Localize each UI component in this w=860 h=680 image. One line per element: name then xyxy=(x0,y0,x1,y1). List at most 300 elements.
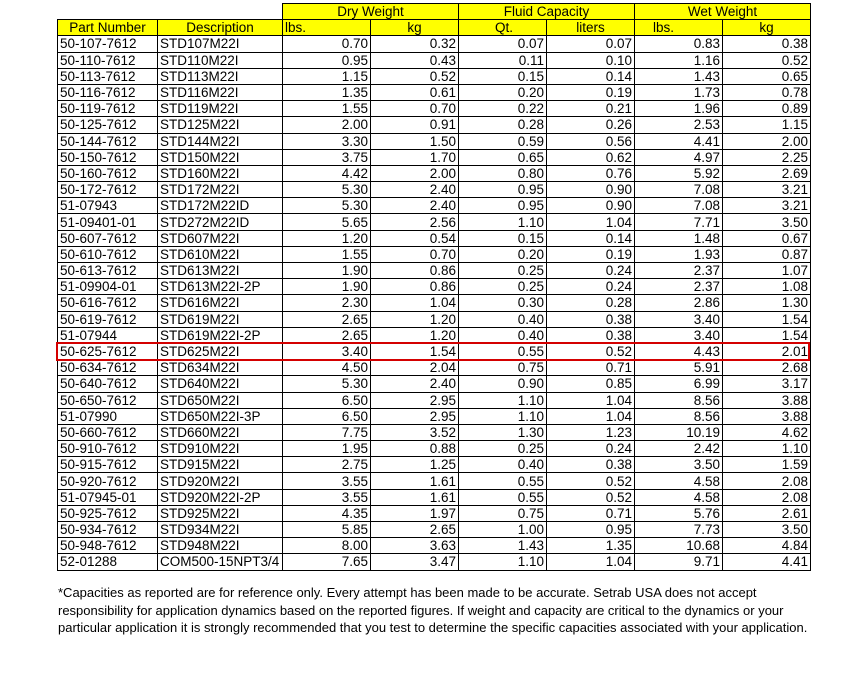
cell-wet-lbs: 9.71 xyxy=(635,554,723,570)
cell-description: STD110M22I xyxy=(158,52,283,68)
cell-fluid-liters: 0.85 xyxy=(547,376,635,392)
cell-fluid-qt: 0.55 xyxy=(459,343,547,359)
cell-part-number: 50-625-7612 xyxy=(58,343,158,359)
cell-dry-kg: 2.95 xyxy=(371,392,459,408)
cell-description: STD948M22I xyxy=(158,538,283,554)
cell-wet-kg: 3.21 xyxy=(723,198,811,214)
cell-fluid-qt: 0.75 xyxy=(459,505,547,521)
cell-fluid-liters: 0.71 xyxy=(547,505,635,521)
cell-fluid-liters: 0.07 xyxy=(547,36,635,52)
cell-description: STD640M22I xyxy=(158,376,283,392)
table-row xyxy=(58,392,811,408)
table-row xyxy=(58,117,811,133)
table-row xyxy=(58,376,811,392)
cell-part-number: 50-144-7612 xyxy=(58,133,158,149)
cell-dry-kg: 0.32 xyxy=(371,36,459,52)
footnote: *Capacities as reported are for reference only. Every attempt has been made to be accurate. Setrab USA does not accept responsibility for application dynamics based on the reported figures. If weight and capacity are critical to the dynamics or your particular application it is strongly recommended that you test to determine the specific capacities associated with your application. xyxy=(58,585,808,635)
cell-dry-kg: 3.63 xyxy=(371,538,459,554)
cell-wet-lbs: 10.68 xyxy=(635,538,723,554)
table-row xyxy=(58,263,811,279)
column-header-dry-lbs: lbs. xyxy=(283,20,371,36)
cell-wet-kg: 0.87 xyxy=(723,246,811,262)
cell-part-number: 51-07990 xyxy=(58,408,158,424)
cell-dry-lbs: 0.70 xyxy=(283,36,371,52)
cell-dry-kg: 0.91 xyxy=(371,117,459,133)
cell-part-number: 50-640-7612 xyxy=(58,376,158,392)
cell-part-number: 50-920-7612 xyxy=(58,473,158,489)
cell-wet-lbs: 1.16 xyxy=(635,52,723,68)
cell-wet-kg: 1.54 xyxy=(723,327,811,343)
cell-fluid-qt: 0.15 xyxy=(459,68,547,84)
header-group-dry-weight: Dry Weight xyxy=(283,4,459,20)
cell-dry-kg: 1.61 xyxy=(371,489,459,505)
cell-part-number: 50-607-7612 xyxy=(58,230,158,246)
cell-dry-lbs: 1.35 xyxy=(283,84,371,100)
cell-wet-kg: 1.10 xyxy=(723,441,811,457)
table-row xyxy=(58,101,811,117)
cell-wet-kg: 2.08 xyxy=(723,473,811,489)
cell-dry-lbs: 2.75 xyxy=(283,457,371,473)
cell-fluid-qt: 1.10 xyxy=(459,408,547,424)
cell-fluid-liters: 0.52 xyxy=(547,473,635,489)
cell-description: STD272M22ID xyxy=(158,214,283,230)
cell-description: STD113M22I xyxy=(158,68,283,84)
cell-wet-lbs: 1.93 xyxy=(635,246,723,262)
cell-dry-kg: 1.50 xyxy=(371,133,459,149)
cell-description: STD613M22I-2P xyxy=(158,279,283,295)
cell-wet-lbs: 7.08 xyxy=(635,198,723,214)
cell-fluid-qt: 0.20 xyxy=(459,246,547,262)
cell-wet-lbs: 7.08 xyxy=(635,182,723,198)
cell-dry-kg: 1.70 xyxy=(371,149,459,165)
cell-wet-lbs: 2.86 xyxy=(635,295,723,311)
cell-dry-lbs: 3.75 xyxy=(283,149,371,165)
table-row xyxy=(58,279,811,295)
cell-dry-kg: 3.47 xyxy=(371,554,459,570)
header-group-fluid-capacity: Fluid Capacity xyxy=(459,4,635,20)
cell-description: STD625M22I xyxy=(158,343,283,359)
cell-dry-kg: 1.20 xyxy=(371,327,459,343)
cell-dry-lbs: 3.30 xyxy=(283,133,371,149)
table-row xyxy=(58,360,811,376)
cell-fluid-liters: 0.24 xyxy=(547,263,635,279)
cell-fluid-qt: 0.07 xyxy=(459,36,547,52)
cell-wet-lbs: 5.76 xyxy=(635,505,723,521)
cell-part-number: 52-01288 xyxy=(58,554,158,570)
cell-wet-kg: 2.00 xyxy=(723,133,811,149)
cell-fluid-qt: 0.40 xyxy=(459,311,547,327)
column-header-wet-kg: kg xyxy=(723,20,811,36)
cell-fluid-qt: 1.00 xyxy=(459,522,547,538)
cell-part-number: 50-110-7612 xyxy=(58,52,158,68)
cell-description: STD925M22I xyxy=(158,505,283,521)
cell-fluid-qt: 1.30 xyxy=(459,424,547,440)
column-header-qt: Qt. xyxy=(459,20,547,36)
cell-fluid-qt: 0.25 xyxy=(459,279,547,295)
cell-fluid-liters: 1.04 xyxy=(547,392,635,408)
cell-wet-lbs: 3.40 xyxy=(635,311,723,327)
cell-wet-kg: 0.67 xyxy=(723,230,811,246)
cell-wet-kg: 3.50 xyxy=(723,214,811,230)
cell-description: STD107M22I xyxy=(158,36,283,52)
table-row xyxy=(58,505,811,521)
cell-dry-lbs: 1.95 xyxy=(283,441,371,457)
cell-wet-kg: 1.30 xyxy=(723,295,811,311)
cell-fluid-qt: 0.40 xyxy=(459,457,547,473)
cell-fluid-qt: 0.95 xyxy=(459,182,547,198)
spec-sheet xyxy=(57,3,809,571)
cell-part-number: 51-07944 xyxy=(58,327,158,343)
cell-description: STD160M22I xyxy=(158,165,283,181)
cell-fluid-liters: 0.38 xyxy=(547,311,635,327)
cell-dry-lbs: 5.30 xyxy=(283,198,371,214)
cell-dry-kg: 2.00 xyxy=(371,165,459,181)
table-row xyxy=(58,327,811,343)
cell-wet-lbs: 2.53 xyxy=(635,117,723,133)
cell-fluid-liters: 0.14 xyxy=(547,68,635,84)
cell-wet-lbs: 7.71 xyxy=(635,214,723,230)
table-row xyxy=(58,84,811,100)
cell-part-number: 51-09904-01 xyxy=(58,279,158,295)
cell-fluid-qt: 0.80 xyxy=(459,165,547,181)
cell-dry-lbs: 6.50 xyxy=(283,408,371,424)
cell-dry-lbs: 1.55 xyxy=(283,246,371,262)
cell-wet-lbs: 2.37 xyxy=(635,279,723,295)
cell-wet-lbs: 4.97 xyxy=(635,149,723,165)
cell-fluid-liters: 0.52 xyxy=(547,343,635,359)
cell-part-number: 50-934-7612 xyxy=(58,522,158,538)
cell-fluid-liters: 0.19 xyxy=(547,246,635,262)
table-body xyxy=(58,36,811,570)
cell-part-number: 51-09401-01 xyxy=(58,214,158,230)
cell-dry-lbs: 2.65 xyxy=(283,311,371,327)
cell-description: STD613M22I xyxy=(158,263,283,279)
cell-dry-kg: 0.43 xyxy=(371,52,459,68)
cell-wet-lbs: 8.56 xyxy=(635,408,723,424)
cell-part-number: 51-07945-01 xyxy=(58,489,158,505)
cell-wet-lbs: 0.83 xyxy=(635,36,723,52)
cell-description: STD172M22ID xyxy=(158,198,283,214)
cell-fluid-qt: 0.25 xyxy=(459,441,547,457)
cell-wet-lbs: 2.37 xyxy=(635,263,723,279)
cell-fluid-liters: 0.71 xyxy=(547,360,635,376)
cell-fluid-liters: 0.24 xyxy=(547,279,635,295)
cell-fluid-liters: 0.38 xyxy=(547,457,635,473)
cell-fluid-qt: 0.22 xyxy=(459,101,547,117)
cell-fluid-qt: 1.10 xyxy=(459,214,547,230)
cell-description: STD650M22I xyxy=(158,392,283,408)
cell-dry-lbs: 5.30 xyxy=(283,182,371,198)
cell-part-number: 50-619-7612 xyxy=(58,311,158,327)
cell-description: STD172M22I xyxy=(158,182,283,198)
cell-wet-lbs: 5.91 xyxy=(635,360,723,376)
cell-fluid-qt: 0.75 xyxy=(459,360,547,376)
cell-description: STD915M22I xyxy=(158,457,283,473)
cell-part-number: 50-125-7612 xyxy=(58,117,158,133)
table-row xyxy=(58,457,811,473)
cell-wet-kg: 2.08 xyxy=(723,489,811,505)
cell-wet-kg: 3.17 xyxy=(723,376,811,392)
cell-part-number: 50-616-7612 xyxy=(58,295,158,311)
cell-dry-kg: 0.88 xyxy=(371,441,459,457)
cell-wet-kg: 4.84 xyxy=(723,538,811,554)
cell-dry-lbs: 8.00 xyxy=(283,538,371,554)
cell-wet-lbs: 6.99 xyxy=(635,376,723,392)
cell-fluid-qt: 0.25 xyxy=(459,263,547,279)
cell-fluid-liters: 1.04 xyxy=(547,408,635,424)
cell-wet-lbs: 5.92 xyxy=(635,165,723,181)
cell-dry-kg: 2.40 xyxy=(371,182,459,198)
cell-wet-kg: 3.50 xyxy=(723,522,811,538)
cell-part-number: 50-915-7612 xyxy=(58,457,158,473)
cell-wet-kg: 0.65 xyxy=(723,68,811,84)
cell-fluid-qt: 1.10 xyxy=(459,554,547,570)
table-row xyxy=(58,182,811,198)
cell-dry-kg: 1.20 xyxy=(371,311,459,327)
cell-part-number: 50-650-7612 xyxy=(58,392,158,408)
cell-part-number: 50-119-7612 xyxy=(58,101,158,117)
cell-dry-kg: 3.52 xyxy=(371,424,459,440)
cell-wet-kg: 4.62 xyxy=(723,424,811,440)
cell-wet-lbs: 10.19 xyxy=(635,424,723,440)
cell-dry-lbs: 1.55 xyxy=(283,101,371,117)
cell-dry-lbs: 6.50 xyxy=(283,392,371,408)
cell-wet-lbs: 3.40 xyxy=(635,327,723,343)
cell-fluid-qt: 0.15 xyxy=(459,230,547,246)
cell-fluid-liters: 0.56 xyxy=(547,133,635,149)
cell-description: STD934M22I xyxy=(158,522,283,538)
cell-wet-lbs: 7.73 xyxy=(635,522,723,538)
cell-wet-kg: 0.38 xyxy=(723,36,811,52)
cell-wet-lbs: 4.43 xyxy=(635,343,723,359)
table-row xyxy=(58,36,811,52)
header-group-row xyxy=(58,4,811,20)
cell-description: STD650M22I-3P xyxy=(158,408,283,424)
cell-wet-kg: 3.88 xyxy=(723,408,811,424)
cell-wet-kg: 3.88 xyxy=(723,392,811,408)
cell-description: STD616M22I xyxy=(158,295,283,311)
cell-fluid-qt: 0.90 xyxy=(459,376,547,392)
cell-wet-lbs: 4.41 xyxy=(635,133,723,149)
cell-fluid-liters: 0.90 xyxy=(547,182,635,198)
cell-dry-kg: 0.54 xyxy=(371,230,459,246)
cell-fluid-qt: 0.40 xyxy=(459,327,547,343)
cell-dry-lbs: 3.55 xyxy=(283,473,371,489)
cell-dry-lbs: 1.90 xyxy=(283,279,371,295)
cell-fluid-liters: 0.62 xyxy=(547,149,635,165)
cell-fluid-liters: 0.76 xyxy=(547,165,635,181)
cell-part-number: 50-634-7612 xyxy=(58,360,158,376)
cell-part-number: 50-610-7612 xyxy=(58,246,158,262)
column-header-liters: liters xyxy=(547,20,635,36)
cell-dry-kg: 2.65 xyxy=(371,522,459,538)
table-row xyxy=(58,52,811,68)
cell-description: STD920M22I xyxy=(158,473,283,489)
table-row xyxy=(58,311,811,327)
cell-dry-lbs: 7.75 xyxy=(283,424,371,440)
cell-wet-kg: 1.08 xyxy=(723,279,811,295)
cell-fluid-qt: 0.55 xyxy=(459,473,547,489)
cell-wet-kg: 2.68 xyxy=(723,360,811,376)
cell-description: STD125M22I xyxy=(158,117,283,133)
column-header-description: Description xyxy=(158,20,283,36)
cell-dry-lbs: 2.65 xyxy=(283,327,371,343)
table-row xyxy=(58,538,811,554)
cell-description: STD619M22I-2P xyxy=(158,327,283,343)
cell-part-number: 50-910-7612 xyxy=(58,441,158,457)
cell-description: STD910M22I xyxy=(158,441,283,457)
cell-wet-kg: 3.21 xyxy=(723,182,811,198)
cell-wet-kg: 1.54 xyxy=(723,311,811,327)
cell-fluid-liters: 0.14 xyxy=(547,230,635,246)
cell-dry-kg: 2.56 xyxy=(371,214,459,230)
cell-part-number: 50-160-7612 xyxy=(58,165,158,181)
cell-dry-lbs: 3.40 xyxy=(283,343,371,359)
cell-fluid-liters: 1.04 xyxy=(547,214,635,230)
cell-description: STD660M22I xyxy=(158,424,283,440)
cell-wet-lbs: 1.48 xyxy=(635,230,723,246)
cell-fluid-qt: 0.59 xyxy=(459,133,547,149)
cell-fluid-liters: 0.24 xyxy=(547,441,635,457)
cell-fluid-qt: 0.20 xyxy=(459,84,547,100)
table-row xyxy=(58,473,811,489)
cell-wet-kg: 2.69 xyxy=(723,165,811,181)
cell-wet-lbs: 1.43 xyxy=(635,68,723,84)
cell-dry-kg: 1.25 xyxy=(371,457,459,473)
cell-fluid-liters: 1.35 xyxy=(547,538,635,554)
cell-dry-kg: 2.95 xyxy=(371,408,459,424)
cell-dry-lbs: 5.85 xyxy=(283,522,371,538)
cell-description: STD619M22I xyxy=(158,311,283,327)
cell-wet-kg: 0.89 xyxy=(723,101,811,117)
cell-dry-kg: 0.86 xyxy=(371,279,459,295)
cell-wet-lbs: 3.50 xyxy=(635,457,723,473)
cell-dry-kg: 0.70 xyxy=(371,101,459,117)
cell-dry-lbs: 4.35 xyxy=(283,505,371,521)
cell-description: STD150M22I xyxy=(158,149,283,165)
table-row xyxy=(58,149,811,165)
cell-wet-lbs: 8.56 xyxy=(635,392,723,408)
cell-fluid-liters: 0.19 xyxy=(547,84,635,100)
cell-dry-kg: 1.54 xyxy=(371,343,459,359)
cell-part-number: 50-925-7612 xyxy=(58,505,158,521)
cell-dry-kg: 0.61 xyxy=(371,84,459,100)
cell-part-number: 50-613-7612 xyxy=(58,263,158,279)
cell-dry-lbs: 7.65 xyxy=(283,554,371,570)
cell-description: STD920M22I-2P xyxy=(158,489,283,505)
cell-description: STD634M22I xyxy=(158,360,283,376)
cell-dry-kg: 1.97 xyxy=(371,505,459,521)
cell-fluid-qt: 1.43 xyxy=(459,538,547,554)
cell-dry-lbs: 0.95 xyxy=(283,52,371,68)
cell-part-number: 50-172-7612 xyxy=(58,182,158,198)
cell-dry-lbs: 1.15 xyxy=(283,68,371,84)
header-group-wet-weight: Wet Weight xyxy=(635,4,811,20)
cell-fluid-liters: 0.38 xyxy=(547,327,635,343)
cell-fluid-liters: 0.52 xyxy=(547,489,635,505)
cell-wet-lbs: 1.96 xyxy=(635,101,723,117)
cell-description: STD119M22I xyxy=(158,101,283,117)
cell-description: COM500-15NPT3/4 xyxy=(158,554,283,570)
column-header-wet-lbs: lbs. xyxy=(635,20,723,36)
cell-dry-kg: 1.04 xyxy=(371,295,459,311)
cell-fluid-liters: 0.28 xyxy=(547,295,635,311)
cell-dry-lbs: 5.30 xyxy=(283,376,371,392)
cell-fluid-liters: 1.23 xyxy=(547,424,635,440)
cell-dry-lbs: 4.42 xyxy=(283,165,371,181)
table-row xyxy=(58,214,811,230)
cell-dry-lbs: 3.55 xyxy=(283,489,371,505)
cell-fluid-qt: 1.10 xyxy=(459,392,547,408)
cell-fluid-qt: 0.65 xyxy=(459,149,547,165)
cell-dry-kg: 2.04 xyxy=(371,360,459,376)
table-row xyxy=(58,489,811,505)
cell-description: STD116M22I xyxy=(158,84,283,100)
cell-wet-kg: 2.25 xyxy=(723,149,811,165)
cell-wet-lbs: 1.73 xyxy=(635,84,723,100)
cell-wet-kg: 2.61 xyxy=(723,505,811,521)
cell-wet-kg: 0.78 xyxy=(723,84,811,100)
table-row xyxy=(58,522,811,538)
header-blank-cell xyxy=(58,4,283,20)
cell-description: STD144M22I xyxy=(158,133,283,149)
cell-part-number: 51-07943 xyxy=(58,198,158,214)
cell-part-number: 50-107-7612 xyxy=(58,36,158,52)
cell-part-number: 50-116-7612 xyxy=(58,84,158,100)
cell-fluid-liters: 0.95 xyxy=(547,522,635,538)
table-row xyxy=(58,424,811,440)
cell-part-number: 50-948-7612 xyxy=(58,538,158,554)
cell-description: STD610M22I xyxy=(158,246,283,262)
cell-wet-lbs: 4.58 xyxy=(635,473,723,489)
cell-fluid-liters: 0.26 xyxy=(547,117,635,133)
cell-fluid-qt: 0.95 xyxy=(459,198,547,214)
cell-dry-lbs: 2.00 xyxy=(283,117,371,133)
cell-wet-lbs: 4.58 xyxy=(635,489,723,505)
cell-dry-kg: 2.40 xyxy=(371,376,459,392)
cell-wet-kg: 1.07 xyxy=(723,263,811,279)
table-row xyxy=(58,133,811,149)
cell-fluid-liters: 0.21 xyxy=(547,101,635,117)
table-row xyxy=(58,441,811,457)
cell-part-number: 50-113-7612 xyxy=(58,68,158,84)
cell-dry-lbs: 1.20 xyxy=(283,230,371,246)
cell-wet-lbs: 2.42 xyxy=(635,441,723,457)
table-row xyxy=(58,408,811,424)
table-row xyxy=(58,230,811,246)
cell-fluid-liters: 1.04 xyxy=(547,554,635,570)
cell-fluid-qt: 0.30 xyxy=(459,295,547,311)
cell-description: STD607M22I xyxy=(158,230,283,246)
table-row xyxy=(58,295,811,311)
cell-dry-kg: 0.86 xyxy=(371,263,459,279)
table-row xyxy=(58,68,811,84)
cell-wet-kg: 1.15 xyxy=(723,117,811,133)
table-row xyxy=(58,198,811,214)
cell-dry-kg: 2.40 xyxy=(371,198,459,214)
cell-fluid-qt: 0.55 xyxy=(459,489,547,505)
cell-wet-kg: 0.52 xyxy=(723,52,811,68)
cell-fluid-qt: 0.28 xyxy=(459,117,547,133)
cell-fluid-qt: 0.11 xyxy=(459,52,547,68)
column-header-dry-kg: kg xyxy=(371,20,459,36)
cell-part-number: 50-150-7612 xyxy=(58,149,158,165)
table-row xyxy=(58,554,811,570)
header-column-row xyxy=(58,20,811,36)
table-row xyxy=(58,343,811,359)
cell-wet-kg: 2.01 xyxy=(723,343,811,359)
cell-wet-kg: 4.41 xyxy=(723,554,811,570)
